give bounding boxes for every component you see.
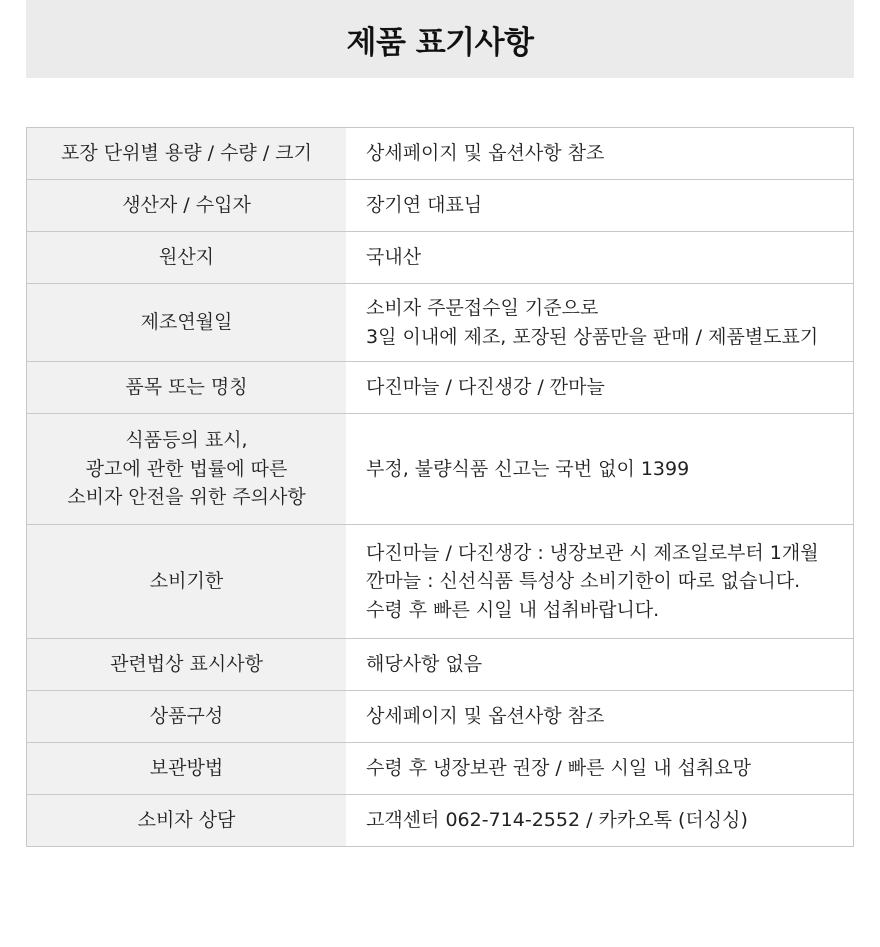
- value-text: 다진마늘 / 다진생강 / 깐마늘: [366, 376, 605, 399]
- table-row: [27, 414, 854, 525]
- row-label: [27, 525, 347, 639]
- label-text: 관련법상 표시사항: [110, 653, 263, 676]
- value-text: 수령 후 냉장보관 권장 / 빠른 시일 내 섭취요망: [366, 757, 752, 780]
- table-row: [27, 284, 854, 362]
- table-row: [27, 691, 854, 743]
- label-text: 식품등의 표시,: [125, 429, 248, 452]
- value-text: 3일 이내에 제조, 포장된 상품만을 판매 / 제품별도표기: [366, 325, 819, 348]
- row-value: [346, 128, 854, 180]
- value-text: 장기연 대표님: [366, 194, 483, 217]
- row-value: [346, 414, 854, 525]
- table-row: [27, 362, 854, 414]
- label-text: 보관방법: [149, 757, 224, 780]
- product-info-table: [26, 127, 854, 847]
- value-text: 상세페이지 및 옵션사항 참조: [366, 705, 605, 728]
- label-text: 원산지: [158, 246, 215, 269]
- label-text: 소비기한: [149, 570, 224, 593]
- row-label: [27, 232, 347, 284]
- row-label: [27, 639, 347, 691]
- row-label: [27, 795, 347, 847]
- value-text: 국내산: [366, 246, 422, 269]
- table-row: [27, 743, 854, 795]
- row-label: [27, 362, 347, 414]
- label-text: 광고에 관한 법률에 따른: [85, 457, 288, 480]
- value-text: 다진마늘 / 다진생강 : 냉장보관 시 제조일로부터 1개월: [366, 541, 819, 564]
- table-row: [27, 525, 854, 639]
- row-label: [27, 284, 347, 362]
- label-text: 소비자 상담: [137, 809, 236, 832]
- value-text: 부정, 불량식품 신고는 국번 없이 1399: [366, 457, 690, 480]
- value-text: 상세페이지 및 옵션사항 참조: [366, 142, 605, 165]
- row-label: [27, 128, 347, 180]
- row-value: [346, 525, 854, 639]
- row-value: [346, 691, 854, 743]
- row-value: [346, 232, 854, 284]
- row-value: [346, 743, 854, 795]
- page-title: 제품 표기사항: [346, 24, 534, 61]
- value-text: 깐마늘 : 신선식품 특성상 소비기한이 따로 없습니다.: [366, 570, 801, 593]
- label-text: 포장 단위별 용량 / 수량 / 크기: [61, 142, 312, 165]
- row-value: [346, 180, 854, 232]
- table-row: [27, 180, 854, 232]
- row-value: [346, 284, 854, 362]
- value-text: 해당사항 없음: [366, 653, 483, 676]
- value-text: 소비자 주문접수일 기준으로: [366, 297, 599, 319]
- row-label: [27, 414, 347, 525]
- row-value: [346, 639, 854, 691]
- label-text: 품목 또는 명칭: [125, 376, 248, 399]
- table-row: [27, 795, 854, 847]
- title-bar: [26, 0, 854, 78]
- row-value: [346, 362, 854, 414]
- row-value: [346, 795, 854, 847]
- value-text: 수령 후 빠른 시일 내 섭취바랍니다.: [366, 598, 660, 621]
- table-row: [27, 128, 854, 180]
- row-label: [27, 691, 347, 743]
- label-text: 상품구성: [149, 705, 224, 728]
- table-row: [27, 232, 854, 284]
- label-text: 제조연월일: [140, 311, 233, 334]
- value-text: 고객센터 062-714-2552 / 카카오톡 (더싱싱): [366, 809, 748, 832]
- row-label: [27, 743, 347, 795]
- label-text: 소비자 안전을 위한 주의사항: [67, 486, 306, 509]
- table-row: [27, 639, 854, 691]
- label-text: 생산자 / 수입자: [122, 194, 251, 217]
- row-label: [27, 180, 347, 232]
